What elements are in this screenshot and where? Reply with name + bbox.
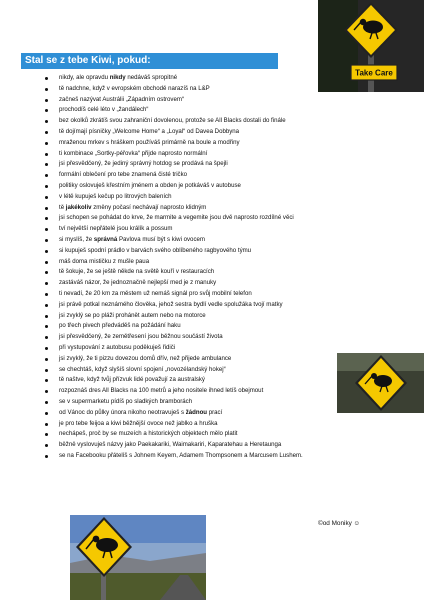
item-text: jsi přesvědčený, že jediný správný hotdog se prodává na špejli [59,160,228,168]
item-text: změny počasí nechávají naprosto klidným [91,203,207,211]
item-text: rozpoznáš dres All Blacks na 100 metrů a jeho nositele ihned letíš obejmout [59,387,264,395]
emphasis-text: správná [93,235,118,243]
item-text: tě naštve, když tvůj přízvuk lidé považují za australský [59,376,205,384]
item-text: ti nevadí, že 20 km za městem už nemáš signál pro svůj mobilní telefon [59,289,252,297]
item-text: tě nadchne, když v evropském obchodě narazíš na L&P [59,84,210,92]
item-text: si myslíš, že [59,235,94,243]
emphasis-text: nikdy [109,74,126,81]
item-text: formální oblečení pro tebe znamená čisté tričko [59,171,188,179]
kiwi-list [43,73,333,462]
list-item [43,267,333,278]
list-item [43,138,333,149]
list-item [43,278,333,289]
item-text: jsi přesvědčený, že zemětřesení jsou běžnou součástí života [59,333,223,341]
item-text: začneš nazývat Austrálii „Západním ostrovem“ [59,95,184,103]
list-item [43,159,333,170]
item-text: máš doma mističku z mušle paua [59,257,150,265]
list-item [43,451,333,462]
item-text: Pavlova musí být s kiwi ovocem [117,235,205,243]
item-text: nechápeš, proč by se muzeích a historických objektech mělo platit [59,430,238,438]
item-text: ti kombinace „Sortky-péřovka“ přijde naprosto normální [59,149,208,157]
list-item [43,170,333,181]
list-item [43,289,333,300]
list-item [43,332,333,343]
item-text: si kupuješ spodní prádlo v barvách svého oblíbeného ragbyového týmu [59,246,252,254]
list-item [43,375,333,386]
item-text: se v supermarketu pídíš po sladkých bramborách [59,397,193,405]
list-item [43,311,333,322]
kiwi-sign-photo-middle [337,353,424,413]
item-text: bez okolků zkrátíš svou zahraniční dovolenou, protože se All Blacks dostali do finále [59,117,286,125]
list-item [43,213,333,224]
item-text: v létě kupuješ kečup po litrových baleních [59,192,172,200]
list-item [43,257,333,268]
list-item [43,116,333,127]
item-text: prochodíš celé léto v „žandálech“ [59,106,149,114]
list-item [43,73,333,84]
item-text: jsi právě potkal neznámého člověka, jehož sestra bydlí vedle spolužáka tvojí matky [59,300,283,308]
list-item [43,300,333,311]
item-text: tě dojímají písničky „Welcome Home“ a „Loyal“ od Davea Dobbyna [59,127,240,135]
item-text: od Vánoc do půlky února nikoho neotravuješ s [59,408,186,416]
item-text: je pro tebe feijoa a kiwi běžnější ovoce než jablko a hruška [59,419,218,427]
item-text: nikdy, ale opravdu [59,74,110,81]
list-item [43,192,333,203]
list-item [43,224,333,235]
list-item [43,321,333,332]
kiwi-sign-photo-bottom [70,515,206,600]
list-item [43,235,333,246]
list-item [43,419,333,430]
item-text: nedáváš spropitné [125,74,178,81]
item-text: běžně vyslovuješ názvy jako Paekakariki, Waimakariri, Kaparatehau a Heretaunga [59,441,282,449]
emphasis-text: jakékoliv [65,203,92,211]
item-text: po třech pivech předváděš na požádání haku [59,322,181,330]
item-text: mraženou mrkev s hráškem používáš primárně na boule a modřiny [59,138,240,146]
item-text: se chechtáš, když slyšíš slovní spojení „novozélandský hokej“ [59,365,226,373]
list-item [43,429,333,440]
list-item [43,354,333,365]
item-text: jsi zvyklý, že ti pizzu dovezou domů dřív, než přijede ambulance [59,354,232,362]
list-item [43,203,333,214]
item-text: jsi zvyklý se po pláži prohánět autem nebo na motorce [59,311,206,319]
item-text: politiky oslovuješ křestním jménem a obden je potkáváš v autobuse [59,181,241,189]
list-item [43,181,333,192]
list-item [43,246,333,257]
item-text: tě šokuje, že se ještě někde na světě kouří v restauracích [59,268,215,276]
item-text: jsi schopen se pohádat do krve, že marmite a vegemite jsou dvě naprosto rozdílné věci [59,214,294,222]
list-item [43,386,333,397]
list-item [43,365,333,376]
list-item [43,127,333,138]
list-item [43,408,333,419]
kiwi-sign-photo-top [318,0,424,92]
list-item [43,95,333,106]
list-item [43,105,333,116]
list-item [43,397,333,408]
list-item [43,440,333,451]
item-text: tě [59,203,66,211]
author-credit: ©od Moniky ☺ [318,520,361,527]
take-care-sign-text: Take Care [355,68,393,78]
item-text: tví největší nepřátelé jsou králík a possum [59,225,173,233]
item-text: se na Facebooku přátelíš s Johnem Keyem, Adamem Thompsonem a Marcusem Lushem. [59,451,303,459]
item-text: zastáváš názor, že jednoznačně nejlepší med je z manuky [59,279,217,287]
item-text: při vystupování z autobusu poděkuješ řidiči [59,343,176,351]
page-title: Stal se z tebe Kiwi, pokud: [21,53,278,69]
emphasis-text: žádnou [185,408,208,416]
list-item [43,343,333,354]
list-item [43,84,333,95]
list-item [43,149,333,160]
item-text: prací [207,408,223,416]
